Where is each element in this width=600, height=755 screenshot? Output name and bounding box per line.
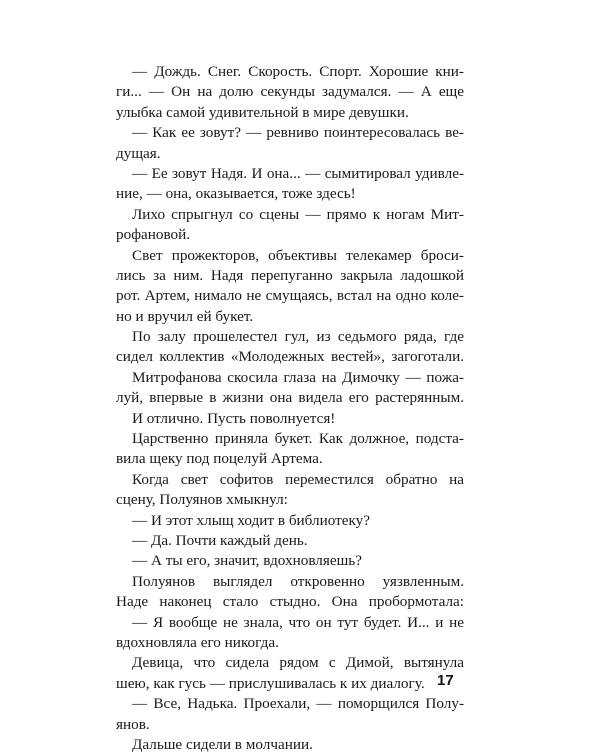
text-line: дущая. xyxy=(116,144,161,162)
page-number: 17 xyxy=(437,672,454,689)
text-line: Наде наконец стало стыдно. Она пробормотала: xyxy=(116,593,464,611)
text-line: вила щеку под поцелуй Артема. xyxy=(116,450,323,468)
text-line: Лихо спрыгнул со сцены — прямо к ногам Мит- xyxy=(132,205,464,223)
text-line: — Я вообще не знала, что он тут будет. И... и не xyxy=(132,613,464,631)
text-line: луй, впервые в жизни она видела его растерянным. xyxy=(116,389,464,407)
text-line: Царственно приняла букет. Как должное, подста- xyxy=(132,430,464,448)
text-line: но и вручил ей букет. xyxy=(116,307,254,325)
text-line: янов. xyxy=(116,715,150,733)
text-line: сцену, Полуянов хмыкнул: xyxy=(116,491,288,509)
text-line: По залу прошелестел гул, из седьмого ряда, где xyxy=(132,328,464,346)
text-line: Митрофанова скосила глаза на Димочку — пожа- xyxy=(132,368,464,386)
text-line: Дальше сидели в молчании. xyxy=(132,735,313,753)
text-line: улыбка самой удивительной в мире девушки. xyxy=(116,103,409,121)
text-line: — Да. Почти каждый день. xyxy=(132,531,308,549)
text-line: Девица, что сидела рядом с Димой, вытянула xyxy=(132,654,464,672)
text-line: — Все, Надька. Проехали, — поморщился Полу- xyxy=(132,695,464,713)
text-line: И отлично. Пусть поволнуется! xyxy=(132,409,336,427)
text-line: — Дождь. Снег. Скорость. Спорт. Хорошие кни- xyxy=(132,63,464,80)
text-line: сидел коллектив «Молодежных вестей», загоготали. xyxy=(116,348,464,366)
page-body-text xyxy=(116,62,464,755)
text-line: — Ее зовут Надя. И она... — сымитировал удивле- xyxy=(132,164,464,182)
text-line: — И этот хлыщ ходит в библиотеку? xyxy=(132,511,371,529)
text-line: Полуянов выглядел откровенно уязвленным. xyxy=(132,572,464,590)
text-line: лись за ним. Надя перепуганно закрыла ладошкой xyxy=(116,266,464,284)
text-line: шею, как гусь — прислушивалась к их диалогу. xyxy=(116,674,425,692)
text-line: рот. Артем, нимало не смущаясь, встал на одно коле- xyxy=(116,287,464,305)
text-line: вдохновляла его никогда. xyxy=(116,633,279,651)
text-line: Свет прожекторов, объективы телекамер броси- xyxy=(132,246,464,264)
text-line: — Как ее зовут? — ревниво поинтересовалась ве- xyxy=(132,124,464,142)
text-line: Когда свет софитов переместился обратно на xyxy=(132,470,464,488)
text-line: рофановой. xyxy=(116,226,191,244)
text-line: ние, — она, оказывается, тоже здесь! xyxy=(116,185,356,203)
text-line: ги... — Он на долю секунды задумался. — А еще xyxy=(116,83,464,101)
text-line: — А ты его, значит, вдохновляешь? xyxy=(132,552,362,570)
